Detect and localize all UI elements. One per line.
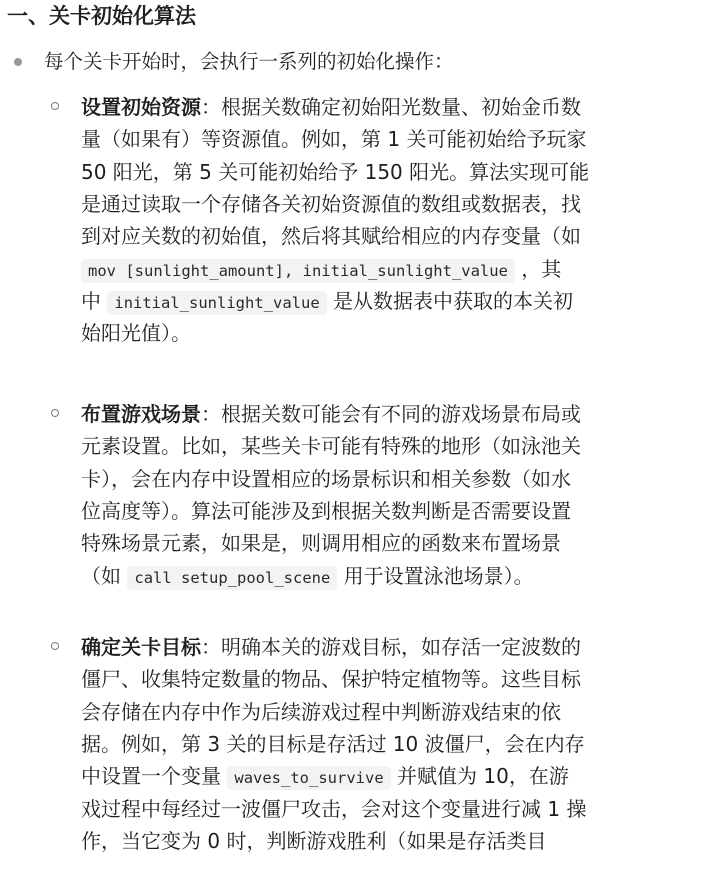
text-run: 到对应关数的初始值，然后将其赋给相应的内存变量（如 — [81, 224, 581, 249]
text-line — [81, 631, 581, 663]
text-run: ：明确本关的游戏目标，如存活一定波数的 — [201, 635, 581, 659]
text-line — [81, 527, 561, 559]
inline-code: initial_sunlight_value — [107, 291, 326, 315]
text-line — [81, 317, 191, 349]
text-line — [81, 430, 581, 462]
text-run: ，其 — [514, 256, 562, 281]
text-run: 始阳光值）。 — [81, 321, 191, 346]
text-line — [81, 123, 586, 155]
text-run: 元素设置。比如，某些关卡可能有特殊的地形（如泳池关 — [81, 434, 581, 459]
text-run: 特殊场景元素，如果是，则调用相应的函数来布置场景 — [81, 531, 561, 556]
inline-code: mov [sunlight_amount], initial_sunlight_value — [81, 259, 515, 283]
text-line — [81, 728, 585, 760]
text-run: 量（如果有）等资源值。例如，第 1 关可能初始给予玩家 — [81, 127, 587, 152]
text-line — [81, 188, 581, 220]
text-run: 会存储在内存中作为后续游戏过程中判断游戏结束的依 — [81, 699, 561, 724]
text-line — [81, 156, 589, 188]
text-run: 作，当它变为 0 时，判断游戏胜利（如果是存活类目 — [81, 828, 547, 853]
item-title: 设置初始资源 — [81, 95, 201, 119]
text-run: 戏过程中每经过一波僵尸攻击，会对这个变量进行减 1 操 — [81, 796, 587, 821]
bullet-list — [0, 46, 728, 78]
bullet-circle-icon — [51, 642, 59, 650]
text-line — [81, 91, 581, 123]
text-run: 用于设置泳池场景）。 — [337, 563, 534, 588]
text-run: 位高度等）。算法可能涉及到根据关数判断是否需要设置 — [81, 498, 571, 523]
text-run: 中设置一个变量 — [81, 764, 228, 789]
text-run: ：根据关数确定初始阳光数量、初始金币数 — [201, 95, 581, 119]
text-run: 是通过读取一个存储各关初始资源值的数组或数据表，找 — [81, 191, 581, 216]
text-run: （如 — [81, 563, 128, 588]
text-line — [81, 560, 534, 592]
text-line — [81, 253, 561, 285]
text-line — [81, 825, 546, 857]
list-item — [0, 46, 728, 78]
text-line — [81, 285, 573, 317]
bullet-disc-icon — [14, 58, 22, 66]
intro-text: 每个关卡开始时，会执行一系列的初始化操作： — [44, 50, 454, 73]
text-line — [81, 220, 581, 252]
text-run: 据。例如，第 3 关的目标是存活过 10 波僵尸，会在内存 — [81, 731, 585, 756]
text-run: ：根据关数可能会有不同的游戏场景布局或 — [201, 402, 581, 426]
inline-code: waves_to_survive — [227, 766, 390, 790]
text-run: 是从数据表中获取的本关初 — [326, 288, 574, 313]
item-title: 布置游戏场景 — [81, 402, 201, 426]
text-line — [81, 398, 581, 430]
text-run: 并赋值为 10，在游 — [390, 764, 569, 789]
bullet-circle-icon — [51, 102, 59, 110]
text-line — [81, 760, 569, 792]
text-run: 僵尸、收集特定数量的物品、保护特定植物等。这些目标 — [81, 667, 581, 692]
text-run: 50 阳光，第 5 关可能初始给予 150 阳光。算法实现可能 — [81, 159, 590, 184]
text-line — [81, 495, 571, 527]
item-title: 确定关卡目标 — [81, 635, 201, 659]
text-line — [81, 793, 586, 825]
section-heading: 一、关卡初始化算法 — [7, 4, 196, 28]
text-line — [81, 463, 571, 495]
text-line — [81, 696, 561, 728]
text-run: 卡），会在内存中设置相应的场景标识和相关参数（如水 — [81, 466, 571, 491]
text-run: 中 — [81, 288, 108, 313]
text-line — [81, 663, 581, 695]
inline-code: call setup_pool_scene — [127, 566, 337, 590]
bullet-circle-icon — [51, 409, 59, 417]
